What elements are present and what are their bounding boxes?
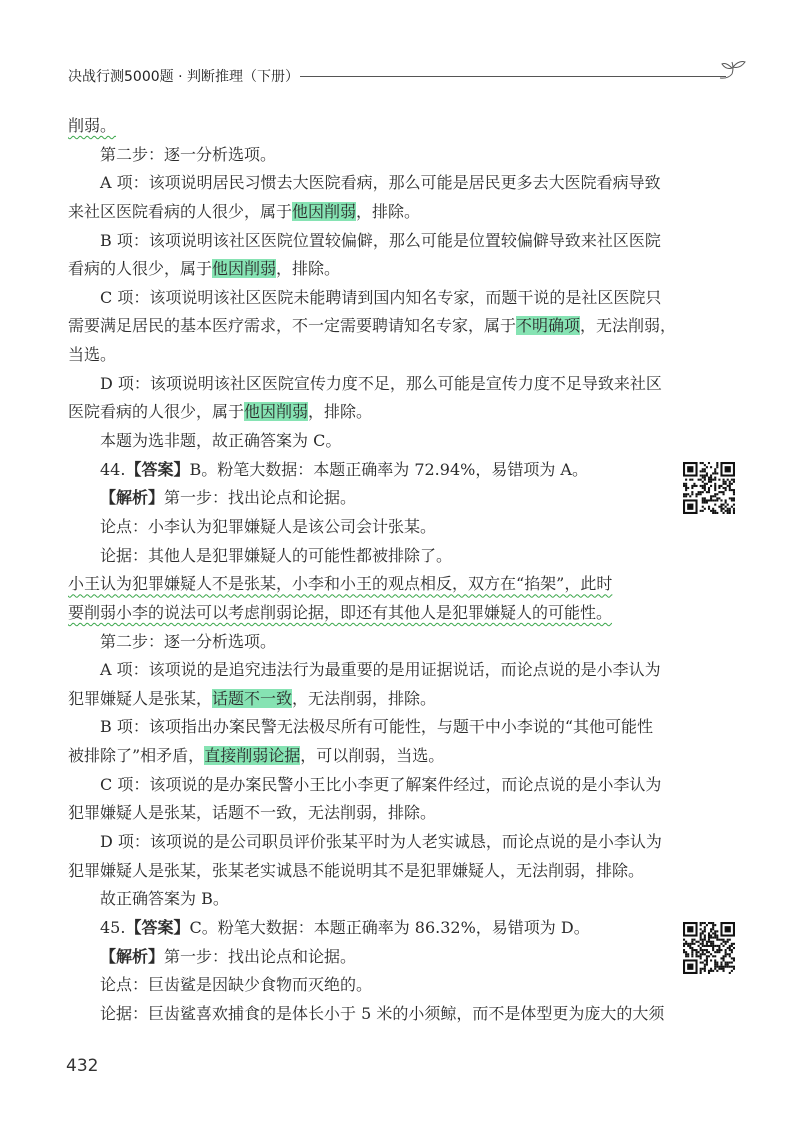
highlighted-phrase: 他因削弱	[212, 259, 277, 279]
highlighted-phrase: 话题不一致	[212, 688, 293, 708]
text-line	[68, 141, 658, 170]
text-run: 犯罪嫌疑人是张某，张某老实诚恳不能说明其不是犯罪嫌疑人，无法削弱，排除。	[68, 860, 645, 880]
text-line	[68, 227, 661, 256]
highlighted-phrase: 直接削弱论据	[204, 746, 301, 766]
header-rule	[300, 76, 726, 77]
text-run: D 项：该项说明该社区医院宣传力度不足，那么可能是宣传力度不足导致来社区	[100, 373, 662, 393]
text-line	[68, 857, 658, 886]
text-line	[68, 456, 658, 485]
text-run: C 项：该项说明该社区医院未能聘请到国内知名专家，而题干说的是社区医院只	[100, 287, 662, 307]
text-run: 被排除了”相矛盾，	[68, 746, 205, 766]
text-run: 当选。	[68, 345, 117, 365]
highlighted-phrase: 他因削弱	[244, 402, 309, 422]
text-run: ，可以削弱，当选。	[300, 746, 445, 766]
text-run: B。粉笔大数据：本题正确率为 72.94%，易错项为 A。	[189, 459, 588, 479]
running-header	[68, 58, 748, 88]
qr-code-icon[interactable]	[683, 462, 735, 514]
text-line	[68, 312, 677, 341]
text-run: 第一步：找出论点和论据。	[164, 488, 357, 508]
book-title: 决战行测5000题 · 判断推理（下册）	[68, 69, 299, 85]
text-run: A 项：该项说的是追究违法行为最重要的是用证据说话，而论点说的是小李认为	[100, 660, 661, 680]
text-line	[68, 656, 661, 685]
text-run: C。粉笔大数据：本题正确率为 86.32%，易错项为 D。	[189, 917, 590, 937]
wavy-underlined-text: 小王认为犯罪嫌疑人不是张某，小李和小王的观点相反，双方在“掐架”，此时	[68, 574, 613, 594]
text-line	[68, 255, 658, 284]
text-line	[68, 914, 658, 943]
text-line	[68, 398, 658, 427]
text-line	[68, 943, 658, 972]
text-line	[68, 513, 658, 542]
text-run: 第二步：逐一分析选项。	[100, 144, 277, 164]
qr-code-icon[interactable]	[683, 922, 735, 974]
text-line	[68, 1000, 665, 1029]
text-run: ，排除。	[308, 402, 373, 422]
text-line	[68, 828, 662, 857]
text-run: 第一步：找出论点和论据。	[164, 946, 357, 966]
body-text	[68, 112, 677, 1029]
text-line	[68, 628, 658, 657]
text-run: 44.	[100, 459, 126, 479]
text-line	[68, 685, 658, 714]
text-run: 论点：小李认为犯罪嫌疑人是该公司会计张某。	[100, 516, 437, 536]
text-line	[68, 599, 658, 628]
bold-label: 【答案】	[125, 459, 190, 479]
text-run: 来社区医院看病的人很少，属于	[68, 201, 293, 221]
text-run: C 项：该项说的是办案民警小王比小李更了解案件经过，而论点说的是小李认为	[100, 774, 662, 794]
text-run: ，无法削弱，	[580, 316, 677, 336]
text-line	[68, 198, 658, 227]
sprout-icon	[718, 58, 748, 84]
text-run: 论据：其他人是犯罪嫌疑人的可能性都被排除了。	[100, 545, 453, 565]
text-line	[68, 799, 658, 828]
highlighted-phrase: 不明确项	[516, 316, 581, 336]
highlighted-phrase: 他因削弱	[292, 201, 357, 221]
text-run: D 项：该项说的是公司职员评价张某平时为人老实诚恳，而论点说的是小李认为	[100, 832, 662, 852]
text-run: 论据：巨齿鲨喜欢捕食的是体长小于 5 米的小须鲸，而不是体型更为庞大的大须	[100, 1003, 665, 1023]
text-run: 需要满足居民的基本医疗需求，不一定需要聘请知名专家，属于	[68, 316, 517, 336]
text-line	[68, 713, 658, 742]
text-run: 第二步：逐一分析选项。	[100, 631, 277, 651]
bold-label: 【解析】	[100, 488, 165, 508]
text-line	[68, 370, 662, 399]
text-line	[68, 742, 658, 771]
page-number: 432	[66, 1056, 99, 1076]
text-run: 本题为选非题，故正确答案为 C。	[100, 431, 342, 451]
bold-label: 【解析】	[100, 946, 165, 966]
text-line	[68, 771, 662, 800]
text-line	[68, 542, 658, 571]
wavy-underlined-text: 削弱。	[68, 116, 117, 135]
text-line	[68, 341, 658, 370]
text-run: 犯罪嫌疑人是张某，话题不一致，无法削弱，排除。	[68, 803, 437, 823]
text-line	[68, 484, 658, 513]
wavy-underlined-text: 要削弱小李的说法可以考虑削弱论据，即还有其他人是犯罪嫌疑人的可能性。	[68, 602, 613, 622]
text-run: B 项：该项说明该社区医院位置较偏僻，那么可能是位置较偏僻导致来社区医院	[100, 230, 661, 250]
text-run: ，无法削弱，排除。	[292, 688, 437, 708]
text-run: 故正确答案为 B。	[100, 889, 229, 909]
text-run: 犯罪嫌疑人是张某，	[68, 688, 213, 708]
text-run: ，排除。	[276, 259, 341, 279]
text-line	[68, 570, 658, 599]
text-run: ，排除。	[356, 201, 421, 221]
text-line	[68, 427, 658, 456]
text-line	[68, 284, 662, 313]
text-run: 医院看病的人很少，属于	[68, 402, 245, 422]
text-line	[68, 885, 658, 914]
text-line	[68, 971, 658, 1000]
text-run: A 项：该项说明居民习惯去大医院看病，那么可能是居民更多去大医院看病导致	[100, 173, 661, 193]
bold-label: 【答案】	[125, 917, 190, 937]
text-line	[68, 112, 658, 141]
text-line	[68, 169, 661, 198]
text-run: 45.	[100, 917, 126, 937]
text-run: 看病的人很少，属于	[68, 259, 213, 279]
text-run: 论点：巨齿鲨是因缺少食物而灭绝的。	[100, 975, 373, 995]
text-run: B 项：该项指出办案民警无法极尽所有可能性，与题干中小李说的“其他可能性	[100, 717, 654, 737]
